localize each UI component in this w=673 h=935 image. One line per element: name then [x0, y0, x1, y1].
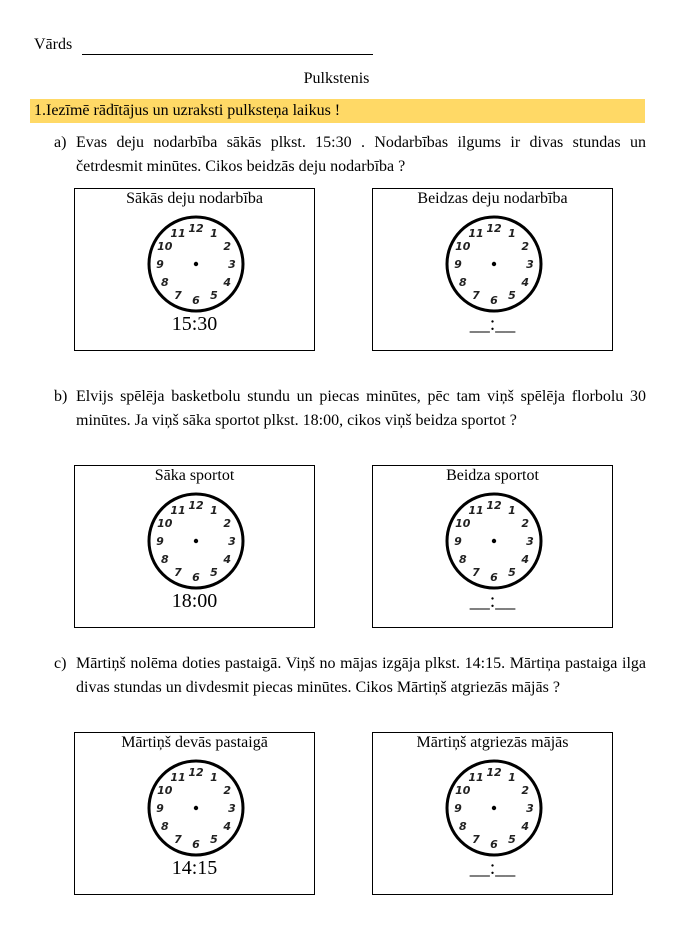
clock-number: 6	[490, 294, 498, 307]
problem-text: Evas deju nodarbība sākās plkst. 15:30 . Nodarbības ilgums ir divas stundas un četrdesmit minūtes. Cikos beidzās deju nodarbība ?	[76, 134, 646, 175]
clock-face-icon[interactable]	[146, 758, 246, 858]
page-title: Pulkstenis	[303, 70, 370, 87]
clock-number: 3	[228, 258, 236, 271]
clock-face-icon[interactable]	[146, 214, 246, 314]
clock-number: 2	[223, 517, 232, 530]
clock-number: 5	[508, 833, 516, 847]
end-label: Beidzas deju nodarbība	[417, 190, 568, 207]
clock-number: 2	[223, 784, 232, 797]
clock-number: 6	[490, 838, 498, 851]
clock-number: 12	[188, 766, 204, 779]
clock-number: 7	[174, 833, 182, 847]
start-clock-box	[74, 732, 315, 895]
clock-number: 11	[468, 770, 484, 784]
problem-letter: a)	[54, 134, 67, 151]
clock-number: 6	[490, 571, 498, 584]
clock-number: 9	[454, 535, 462, 548]
end-clock-box	[372, 732, 613, 895]
name-input-line[interactable]	[82, 54, 373, 55]
clock-number: 9	[156, 535, 164, 548]
end-clock-box	[372, 188, 613, 351]
clock-number: 2	[521, 517, 530, 530]
clock-face-icon[interactable]	[444, 214, 544, 314]
clock-number: 10	[455, 240, 471, 253]
end-label: Beidza sportot	[446, 467, 539, 484]
clock-center-dot	[492, 539, 496, 543]
clock-number: 12	[486, 499, 502, 512]
clock-number: 3	[228, 802, 236, 815]
clock-number: 11	[468, 226, 484, 240]
end-time-answer[interactable]: __:__	[469, 857, 516, 879]
clock-number: 10	[455, 784, 471, 797]
clock-number: 3	[526, 802, 534, 815]
end-clock-box	[372, 465, 613, 628]
clock-number: 2	[521, 240, 530, 253]
clock-number: 8	[458, 276, 467, 289]
clock-number: 10	[157, 517, 173, 530]
start-clock-box	[74, 188, 315, 351]
clock-number: 12	[188, 499, 204, 512]
clock-number: 6	[192, 838, 200, 851]
start-time: 18:00	[171, 590, 218, 612]
clock-number: 7	[472, 833, 480, 847]
clock-number: 2	[521, 784, 530, 797]
clock-number: 1	[508, 770, 516, 784]
clock-number: 10	[157, 240, 173, 253]
clock-number: 6	[192, 294, 200, 307]
clock-number: 12	[486, 766, 502, 779]
clock-number: 4	[521, 820, 530, 833]
clock-number: 10	[455, 517, 471, 530]
problem-b	[54, 385, 646, 459]
clock-number: 9	[454, 802, 462, 815]
clock-number: 4	[521, 553, 530, 566]
clock-number: 5	[210, 833, 218, 847]
problem-letter: b)	[54, 388, 68, 405]
clock-number: 8	[160, 553, 169, 566]
clock-number: 8	[160, 820, 169, 833]
start-label: Sāka sportot	[154, 467, 235, 484]
start-label: Mārtiņš devās pastaigā	[121, 734, 268, 751]
end-time-answer[interactable]: __:__	[469, 313, 516, 335]
clock-number: 7	[472, 566, 480, 580]
clock-number: 8	[160, 276, 169, 289]
end-time-answer[interactable]: __:__	[469, 590, 516, 612]
clock-number: 9	[156, 802, 164, 815]
clock-center-dot	[492, 262, 496, 266]
clock-number: 5	[508, 289, 516, 303]
clock-number: 1	[210, 503, 218, 517]
clock-number: 4	[223, 276, 232, 289]
clock-number: 3	[526, 258, 534, 271]
clock-number: 6	[192, 571, 200, 584]
clock-number: 3	[526, 535, 534, 548]
clock-face-icon[interactable]	[146, 491, 246, 591]
clock-face-icon[interactable]	[444, 758, 544, 858]
clock-face-icon[interactable]	[444, 491, 544, 591]
clock-number: 12	[486, 222, 502, 235]
problem-text: Mārtiņš nolēma doties pastaigā. Viņš no mājas izgāja plkst. 14:15. Mārtiņa pastaiga ilga divas stundas un divdesmit piecas minūtes. Cikos Mārtiņš atgriezās mājās ?	[76, 655, 646, 696]
clock-number: 9	[454, 258, 462, 271]
clock-center-dot	[492, 806, 496, 810]
clock-number: 4	[521, 276, 530, 289]
problem-text: Elvijs spēlēja basketbolu stundu un piecas minūtes, pēc tam viņš spēlēja florbolu 30 minūtes. Ja viņš sāka sportot plkst. 18:00, cikos viņš beidza sportot ?	[76, 388, 646, 429]
clock-number: 4	[223, 820, 232, 833]
clock-number: 8	[458, 820, 467, 833]
clock-number: 12	[188, 222, 204, 235]
clock-center-dot	[194, 262, 198, 266]
clock-number: 5	[210, 566, 218, 580]
clock-number: 5	[508, 566, 516, 580]
start-time: 15:30	[171, 313, 218, 335]
clock-number: 1	[508, 226, 516, 240]
clock-number: 2	[223, 240, 232, 253]
clock-number: 7	[174, 289, 182, 303]
clock-number: 11	[468, 503, 484, 517]
clock-number: 8	[458, 553, 467, 566]
problem-a	[54, 131, 646, 181]
clock-number: 11	[170, 226, 186, 240]
start-time: 14:15	[171, 857, 218, 879]
clock-number: 11	[170, 770, 186, 784]
start-label: Sākās deju nodarbība	[126, 190, 263, 207]
clock-number: 7	[472, 289, 480, 303]
problem-letter: c)	[54, 655, 67, 672]
clock-number: 3	[228, 535, 236, 548]
clock-number: 1	[210, 226, 218, 240]
start-clock-box	[74, 465, 315, 628]
clock-number: 1	[210, 770, 218, 784]
clock-number: 9	[156, 258, 164, 271]
clock-center-dot	[194, 539, 198, 543]
end-label: Mārtiņš atgriezās mājās	[416, 734, 569, 751]
task-instruction: 1.Iezīmē rādītājus un uzraksti pulksteņa laikus !	[30, 99, 645, 123]
clock-center-dot	[194, 806, 198, 810]
clock-number: 4	[223, 553, 232, 566]
clock-number: 1	[508, 503, 516, 517]
problem-c	[54, 652, 646, 726]
clock-number: 5	[210, 289, 218, 303]
clock-number: 7	[174, 566, 182, 580]
clock-number: 10	[157, 784, 173, 797]
clock-number: 11	[170, 503, 186, 517]
name-label: Vārds	[34, 36, 73, 53]
